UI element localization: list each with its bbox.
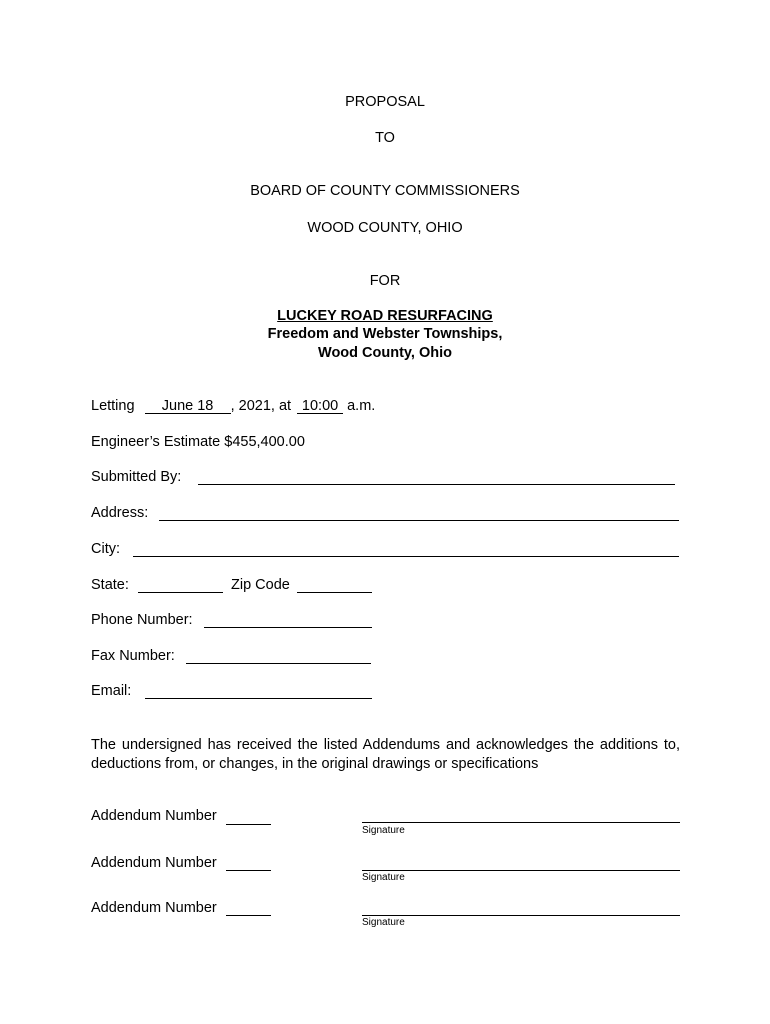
header-to: TO [375, 130, 395, 146]
addendum-signature-line-1[interactable] [362, 822, 680, 823]
header-county: WOOD COUNTY, OHIO [307, 220, 463, 236]
project-county: Wood County, Ohio [318, 345, 452, 361]
submitted-by-label: Submitted By: [91, 469, 182, 485]
addendum-label-3: Addendum Number [91, 900, 217, 916]
fax-label: Fax Number: [91, 648, 175, 664]
acknowledgement-text: The undersigned has received the listed Addendums and acknowledges the additions to, deductions from, or changes, in the original drawings or specifications [91, 737, 680, 772]
letting-time: 10:00 [297, 399, 343, 414]
letting-line [91, 398, 375, 414]
signature-label-2: Signature [362, 872, 405, 883]
header-proposal: PROPOSAL [345, 94, 425, 110]
letting-year: , 2021, at [230, 398, 292, 414]
addendum-number-field-2[interactable] [226, 870, 271, 871]
engineers-estimate: Engineer’s Estimate $455,400.00 [91, 434, 305, 450]
addendum-number-field-3[interactable] [226, 915, 271, 916]
address-field[interactable] [159, 520, 679, 521]
header-board: BOARD OF COUNTY COMMISSIONERS [250, 183, 520, 199]
signature-label-1: Signature [362, 825, 405, 836]
addendum-number-field-1[interactable] [226, 824, 271, 825]
signature-label-3: Signature [362, 917, 405, 928]
state-label: State: [91, 577, 129, 593]
letting-date: June 18 [145, 399, 231, 414]
fax-field[interactable] [186, 663, 371, 664]
addendum-label-1: Addendum Number [91, 808, 217, 824]
addendum-signature-line-2[interactable] [362, 870, 680, 871]
zip-label: Zip Code [231, 577, 290, 593]
zip-field[interactable] [297, 592, 372, 593]
addendum-signature-line-3[interactable] [362, 915, 680, 916]
letting-ampm: a.m. [347, 398, 376, 414]
phone-label: Phone Number: [91, 612, 193, 628]
city-field[interactable] [133, 556, 679, 557]
address-label: Address: [91, 505, 149, 521]
phone-field[interactable] [204, 627, 372, 628]
submitted-by-field[interactable] [198, 484, 675, 485]
project-townships: Freedom and Webster Townships, [267, 326, 503, 342]
addendum-label-2: Addendum Number [91, 855, 217, 871]
project-title: LUCKEY ROAD RESURFACING [277, 308, 493, 324]
email-field[interactable] [145, 698, 372, 699]
letting-label: Letting [91, 398, 135, 414]
email-label: Email: [91, 683, 132, 699]
city-label: City: [91, 541, 120, 557]
header-for: FOR [369, 273, 401, 289]
state-field[interactable] [138, 592, 223, 593]
